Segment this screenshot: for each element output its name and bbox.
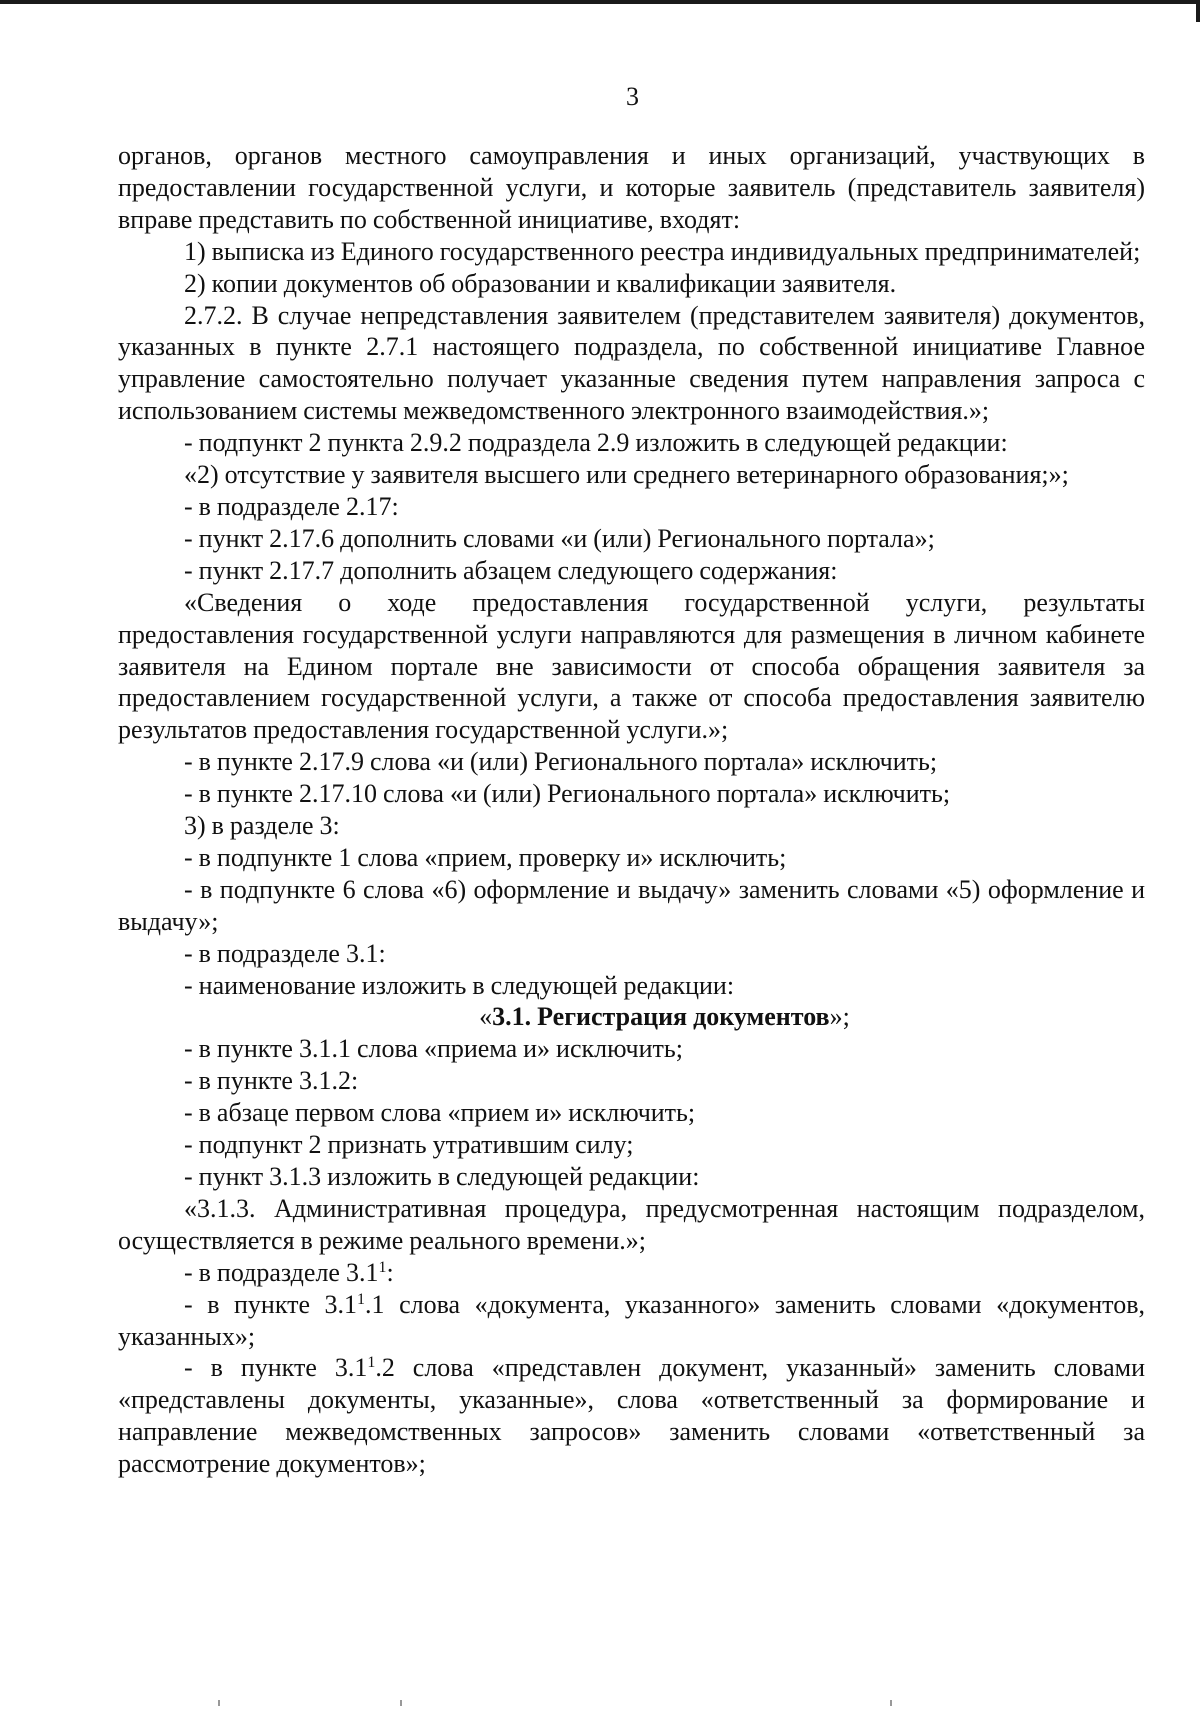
scan-mark (890, 1700, 892, 1706)
paragraph-quote-information: «Сведения о ходе предоставления государственной услуги, результаты предоставления государственной услуги направляются для размещения в личном кабинете заявителя на Едином портале вне зависимости от способа обращения заявителя за предоставлением государственной услуги, а также от способа предоставления заявителю результатов предоставления государственной услуги.»; (118, 587, 1145, 745)
text-fragment: .2 слова «представлен документ, указанный» заменить словами «представлены документы, указанные», слова «ответственный за формирование и направление межведомственных запросов» заменить словами «ответственный за рассмотрение документов»; (118, 1353, 1145, 1479)
paragraph-amend-2-9-2: - подпункт 2 пункта 2.9.2 подраздела 2.9 изложить в следующей редакции: (184, 428, 1008, 458)
paragraph-item-1: 1) выписка из Единого государственного реестра индивидуальных предпринимателей; (184, 236, 1141, 266)
scan-mark (400, 1700, 402, 1706)
page-number: 3 (626, 82, 639, 111)
document-body (118, 140, 1145, 1480)
superscript: 1 (378, 1258, 387, 1276)
paragraph-first-abzac: - в абзаце первом слова «прием и» исключить; (184, 1098, 696, 1128)
scan-corner-mark (1196, 0, 1200, 22)
paragraph-subitem-2-void: - подпункт 2 признать утратившим силу; (184, 1130, 634, 1160)
paragraph-subsection-2-17: - в подразделе 2.17: (184, 491, 399, 521)
paragraph-subsection-3-1: - в подразделе 3.1: (184, 938, 386, 968)
paragraph-title-change: - наименование изложить в следующей редакции: (184, 970, 735, 1000)
paragraph-3-1-3: - пункт 3.1.3 изложить в следующей редакции: (184, 1162, 700, 1191)
paragraph-subsection-3-1-sup (118, 1257, 1145, 1289)
paragraph-3-1-sup-1 (118, 1289, 1145, 1353)
paragraph-section-3: 3) в разделе 3: (184, 811, 340, 841)
scan-mark (218, 1700, 220, 1706)
paragraph-subitem-1: - в подпункте 1 слова «прием, проверку и» исключить; (184, 842, 787, 872)
paragraph-3-1-2: - в пункте 3.1.2: (184, 1066, 359, 1096)
scan-bottom-marks (0, 1700, 1200, 1711)
paragraph-2-7-2: 2.7.2. В случае непредставления заявителем (представителем заявителя) документов, указанных в пункте 2.7.1 настоящего подраздела, по собственной инициативе Главное управление самостоятельно получает указанные сведения путем направления запроса с использованием системы межведомственного электронного взаимодействия.»; (118, 300, 1145, 426)
paragraph-3-1-sup-2 (118, 1352, 1145, 1480)
paragraph-2-17-10: - в пункте 2.17.10 слова «и (или) Регионального портала» исключить; (184, 779, 951, 809)
paragraph-3-1-1: - в пункте 3.1.1 слова «приема и» исключить; (184, 1034, 683, 1064)
heading-open-quote: « (479, 1002, 493, 1032)
paragraph-subitem-6: - в подпункте 6 слова «6) оформление и выдачу» заменить словами «5) оформление и выдачу»; (118, 874, 1145, 936)
text-fragment: - в подразделе 3.1 (184, 1257, 379, 1287)
text-fragment: .1 слова «документа, указанного» заменить словами «документов, указанных»; (118, 1289, 1145, 1351)
superscript: 1 (367, 1354, 376, 1372)
scan-top-border (0, 0, 1200, 4)
text-fragment: - в пункте 3.1 (184, 1289, 358, 1319)
paragraph-quote-education: «2) отсутствие у заявителя высшего или среднего ветеринарного образования;»; (184, 460, 1069, 490)
paragraph-item-2: 2) копии документов об образовании и квалификации заявителя. (184, 268, 897, 298)
text-fragment: : (386, 1257, 394, 1287)
section-heading-3-1 (118, 1001, 1145, 1033)
text-fragment: - в пункте 3.1 (184, 1353, 368, 1383)
paragraph-2-17-7: - пункт 2.17.7 дополнить абзацем следующего содержания: (184, 555, 838, 585)
heading-close-quote: »; (829, 1002, 850, 1032)
superscript: 1 (357, 1290, 366, 1308)
paragraph-quote-3-1-3: «3.1.3. Административная процедура, предусмотренная настоящим подразделом, осуществляется в режиме реального времени.»; (118, 1193, 1145, 1255)
paragraph-continuation: органов, органов местного самоуправления и иных организаций, участвующих в предоставлении государственной услуги, и которые заявитель (представитель заявителя) вправе представить по собственной инициативе, входят: (118, 141, 1145, 234)
heading-title: 3.1. Регистрация документов (492, 1002, 830, 1032)
paragraph-2-17-6: - пункт 2.17.6 дополнить словами «и (или) Регионального портала»; (184, 523, 935, 553)
paragraph-2-17-9: - в пункте 2.17.9 слова «и (или) Регионального портала» исключить; (184, 747, 938, 777)
